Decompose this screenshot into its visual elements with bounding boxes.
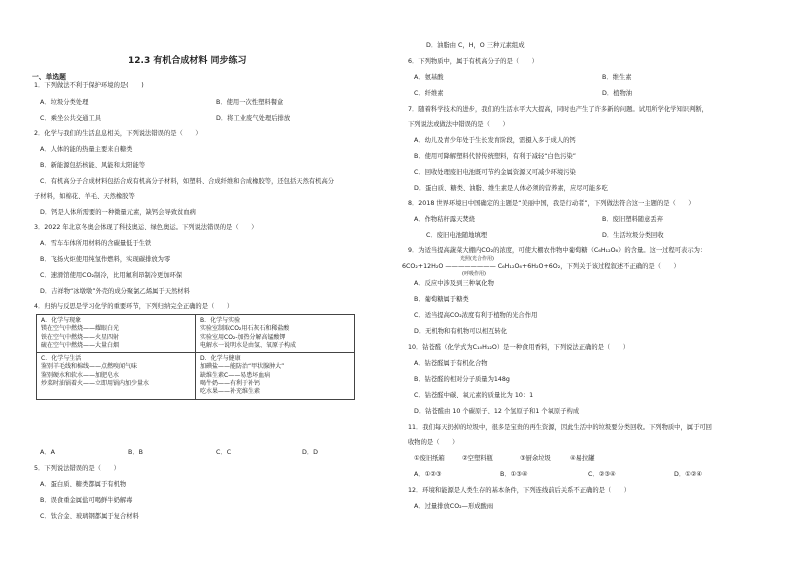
question-4-option-c: C．C	[216, 449, 232, 456]
question-8-option-d: D．生活垃圾分类回收	[602, 232, 664, 239]
question-3-line: A．雪车车体所用材料的含碳量低于生铁	[40, 240, 152, 247]
question-10-line: B．钴苍醛的相对分子质量为148g	[414, 376, 510, 383]
question-3-line: B．飞扬火炬使用纯氢作燃料，实现碳排放为零	[40, 256, 171, 263]
table-cell-d: D．化学与健康 加碘盐——能防治“甲状腺肿大” 缺维生素C——易患坏血病 喝牛奶——有利于补钙 吃水果——补充维生素	[196, 353, 355, 399]
question-9-line: B．葡萄糖属于糖类	[414, 296, 469, 303]
question-12-option-a: A．过量排放CO₂—形成酸雨	[414, 503, 494, 510]
question-11-option-c: C．②③④	[588, 471, 616, 478]
question-7-stem: 7．随着科学技术的进步，我们的生活水平大大提高，同时也产生了许多新的问题。试用所学化学知识判断，	[408, 106, 708, 113]
chemical-equation: 6CO₂+12H₂O ———————— C₆H₁₂O₆+6H₂O+6O₂，下列关于该过程叙述不正确的是（ ）	[402, 263, 680, 270]
question-6-option-a: A．氨基酸	[414, 74, 444, 81]
question-2-line: A．人体的能的热量主要来自糖类	[40, 146, 133, 153]
question-11-option-b: B．①③④	[500, 471, 528, 478]
question-1-option-d: D．将工业废气处理后排放	[216, 115, 291, 122]
question-9-line: D．无机物和有机物可以相互转化	[414, 328, 508, 335]
question-5-option-d: D．油脂由 C，H，O 三种元素组成	[426, 42, 525, 49]
question-8-option-b: B．废旧塑料随意丢弃	[602, 216, 663, 223]
question-10-line: A．钴苍醛属于有机化合物	[414, 360, 488, 367]
question-4-table	[36, 314, 355, 400]
question-3-line: D．吉祥物“冰墩墩”外壳的成分聚氯乙烯属于天然材料	[40, 288, 190, 295]
question-6-option-c: C．纤维素	[414, 90, 444, 97]
equation-condition-bottom: (呼吸作用)	[462, 271, 486, 277]
question-7-line: D．蛋白质、糖类、油脂、维生素是人体必须的营养素，应尽可能多吃	[414, 185, 608, 192]
question-11-item: ①废旧纸箱	[414, 455, 445, 462]
question-4-option-d: D．D	[302, 449, 318, 456]
question-7-line: 下列说法或做法中错误的是（ ）	[408, 121, 509, 128]
question-11-option-d: D．①②④	[674, 471, 703, 478]
question-2-stem: 2．化学与我们的生活息息相关，下列说法错误的是（ ）	[34, 130, 202, 137]
table-cell-c: C．化学与生活 鉴别羊毛线和棉线——点燃嗅闻气味 鉴别硬水和软水——加肥皂水 炒菜时油锅着火——立即用锅内加少量水	[37, 353, 196, 399]
question-7-line: B．使用可降解塑料代替传统塑料，有利于减轻“白色污染”	[414, 153, 576, 160]
question-9-line: A．反应中涉及到三种氧化物	[414, 280, 494, 287]
question-5-line: B．误食重金属盐可喝鲜牛奶解毒	[40, 497, 133, 504]
question-4-option-b: B．B	[128, 449, 143, 456]
question-8-option-c: C．废旧电池随地填埋	[426, 232, 488, 239]
question-11-item: ④易拉罐	[570, 455, 595, 462]
page-title: 12.3 有机合成材料 同步练习	[128, 56, 247, 66]
question-4-option-a: A．A	[40, 449, 55, 456]
question-10-line: D．钴苍醛由 10 个碳原子、12 个氢原子和1 个氧原子构成	[414, 408, 580, 415]
question-2-line: B．新能源包括核能、风能和太阳能等	[40, 162, 146, 169]
question-10-line: C．钴苍醛中碳、氧元素的质量比为 10：1	[414, 392, 534, 399]
question-12-stem: 12．环境和能源是人类生存的基本条件，下列连线前后关系不正确的是（ ）	[408, 487, 631, 494]
question-9-stem: 9．为适当提高蔬菜大棚内CO₂的浓度，可使大棚农作物中葡萄糖（C₆H₁₂O₆）的含量。这一过程可表示为：	[408, 247, 707, 254]
table-cell-b: B．化学与实验 实验室制取CO₂用石灰石和稀盐酸 实验室用CO₂-加热分解高锰酸钾 电解水一说明水是由氢、氧原子构成	[196, 315, 355, 353]
equation-condition-top: 光照(光合作用)	[460, 256, 494, 262]
question-7-line: C．回收处理废旧电池既可节约金属资源又可减少环境污染	[414, 169, 576, 176]
question-5-stem: 5．下列说法错误的是（ ）	[34, 465, 120, 472]
question-1-option-b: B．使用一次性塑料餐盒	[216, 99, 284, 106]
section-heading: 一、单选题	[32, 73, 66, 81]
question-1-option-a: A．垃圾分类处理	[40, 99, 89, 106]
question-6-option-b: B．维生素	[602, 74, 632, 81]
question-1-stem: 1．下列做法不利于保护环境的是( )	[34, 82, 144, 89]
question-7-line: A．幼儿及青少年处于生长发育阶段，需摄入多于成人的钙	[414, 137, 576, 144]
question-6-option-d: D．植物油	[602, 90, 633, 97]
question-10-stem: 10．钴苍醛（化学式为C₁₀H₁₂O）是一种食用香料，下列说法正确的是（ ）	[408, 344, 630, 351]
question-11-stem-cont: 收物的是（ ）	[408, 439, 459, 446]
question-1-option-c: C．乘坐公共交通工具	[40, 115, 102, 122]
table-cell-a: A．化学与现象 镁在空气中燃烧——耀眼白光 铁在空气中燃烧——火星四射 硫在空气中燃烧——大量白烟	[37, 315, 196, 353]
question-11-item: ③厨余垃圾	[520, 455, 551, 462]
question-4-stem: 4．归纳与反思是学习化学的重要环节，下列归纳完全正确的是（ ）	[34, 303, 234, 310]
question-2-line: 子材料，如棉花、羊毛、天然橡胶等	[34, 193, 135, 200]
question-5-line: C．钛合金、玻璃钢都属于复合材料	[40, 513, 139, 520]
question-8-option-a: A．作物秸秆露天焚烧	[414, 216, 475, 223]
question-8-stem: 8．2018 世界环境日中国确定的主题是“美丽中国，我是行动者”，下列做法符合这一主题的是（ ）	[408, 200, 695, 207]
question-3-line: C．速滑馆使用CO₂制冷，比用氟利昂制冷更加环保	[40, 272, 183, 279]
question-5-line: A．蛋白质、糖类都属于有机物	[40, 481, 127, 488]
question-11-option-a: A．①②③	[414, 471, 442, 478]
question-11-item: ②空塑料瓶	[462, 455, 493, 462]
question-6-stem: 6．下列物质中，属于有机高分子的是（ ）	[408, 58, 538, 65]
question-2-line: D．钙是人体所需要的一种微量元素，缺钙会导致贫血病	[40, 209, 196, 216]
question-11-stem: 11．我们每天扔掉的垃圾中，很多是宝贵的再生资源，因此生活中的垃圾要分类回收。下列物质中，属于可回	[408, 424, 712, 431]
question-3-stem: 3．2022 年北京冬奥会体现了科技奥运、绿色奥运。下列说法错误的是（ ）	[34, 224, 258, 231]
question-9-line: C．适当提高CO₂浓度有利于植物的光合作用	[414, 312, 538, 319]
question-2-line: C．有机高分子合成材料包括合成有机高分子材料，如塑料、合成纤维和合成橡胶等，还包括天然有机高分	[40, 178, 335, 185]
